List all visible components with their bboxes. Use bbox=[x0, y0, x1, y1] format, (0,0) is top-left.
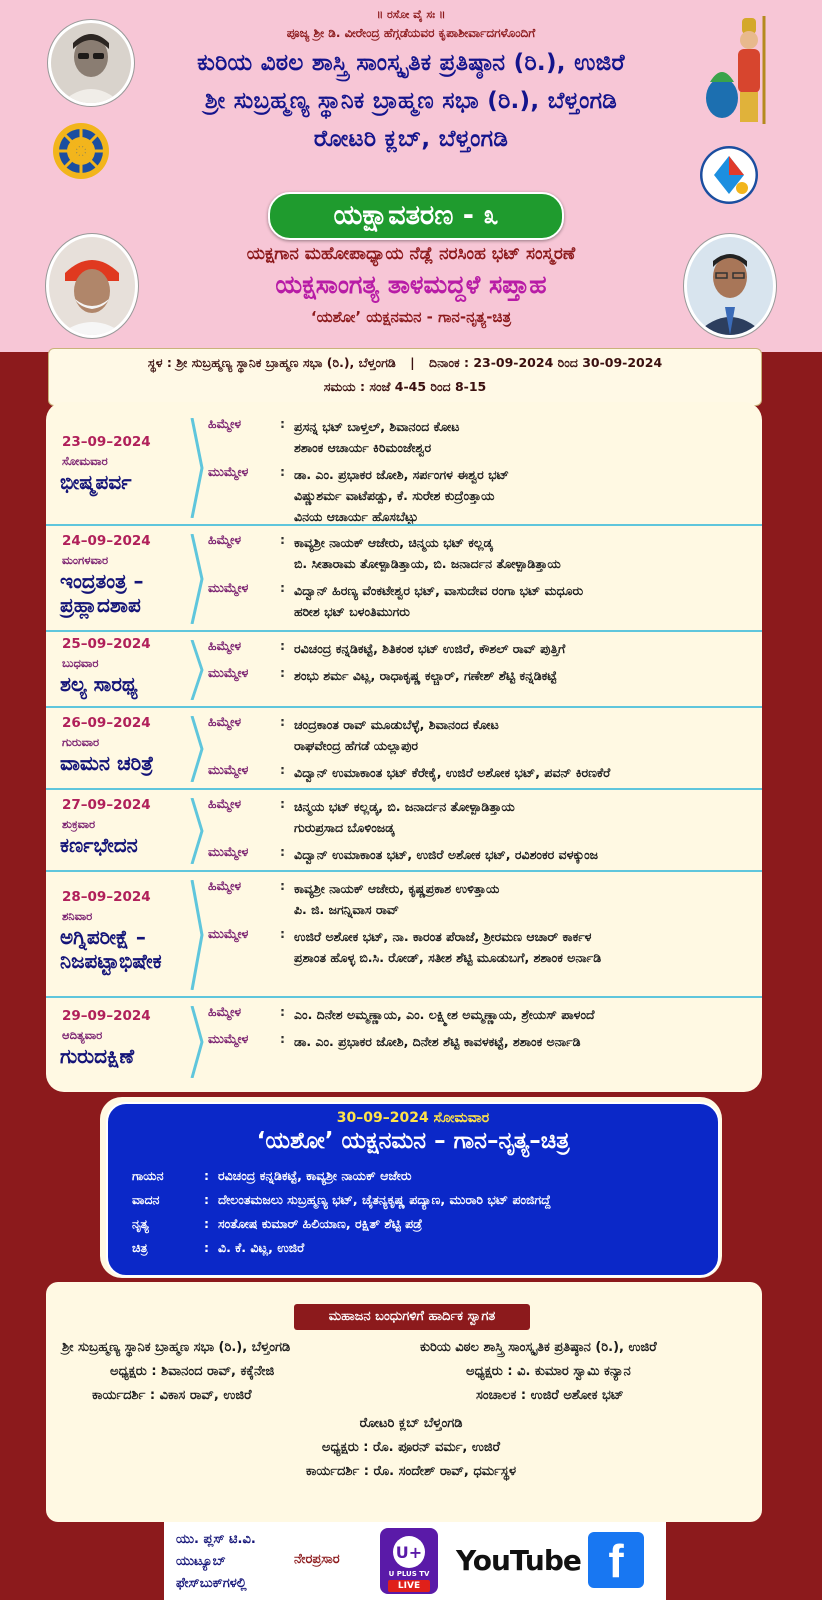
venue-box bbox=[48, 348, 762, 406]
event-name: ಅಗ್ನಿಪರೀಕ್ಷೆ – bbox=[60, 925, 146, 949]
kite-logo-icon bbox=[700, 146, 758, 204]
schedule-panel bbox=[46, 402, 762, 1092]
mummela-label: ಮುಮ್ಮೇಳ bbox=[208, 762, 249, 777]
welcome-banner: ಮಹಾಜನ ಬಂಧುಗಳಿಗೆ ಹಾರ್ದಿಕ ಸ್ವಾಗತ bbox=[294, 1304, 530, 1330]
organizer-2: ಶ್ರೀ ಸುಬ್ರಹ್ಮಣ್ಯ ಸ್ಥಾನಿಕ ಬ್ರಾಹ್ಮಣ ಸಭಾ (ರಿ.), ಬೆಳ್ತಂಗಡಿ bbox=[204, 88, 618, 114]
mummela-label: ಮುಮ್ಮೇಳ bbox=[208, 1031, 249, 1046]
footer-right-org: ಕುರಿಯ ವಿಠಲ ಶಾಸ್ತ್ರಿ ಸಾಂಸ್ಕೃತಿಕ ಪ್ರತಿಷ್ಠಾನ (ರಿ.), ಉಜಿರೆ bbox=[420, 1340, 657, 1355]
mummela-name-line: ವಿದ್ವಾನ್ ಉಮಾಕಾಂತ ಭಟ್ ಕೆರೇಕೈ, ಉಜಿರೆ ಅಶೋಕ ಭಟ್, ಪವನ್ ಕಿರಣಕೆರೆ bbox=[294, 765, 611, 780]
facebook-icon: f bbox=[608, 1535, 624, 1587]
colon: : bbox=[280, 844, 285, 859]
portrait-top-left bbox=[48, 20, 134, 106]
venue-time: ಸಮಯ : ಸಂಜೆ 4-45 ರಿಂದ 8-15 bbox=[323, 379, 487, 394]
colon: : bbox=[280, 1004, 285, 1019]
deity-icon bbox=[702, 12, 774, 130]
arrow-icon bbox=[190, 534, 204, 624]
event-name: ಭೀಷ್ಮಪರ್ವ bbox=[60, 470, 132, 494]
footer-left-president: ಅಧ್ಯಕ್ಷರು : ಶಿವಾನಂದ ರಾವ್, ಕಕ್ಕೆನೇಜಿ bbox=[110, 1364, 275, 1379]
event-day: ಶುಕ್ರವಾರ bbox=[62, 817, 96, 831]
live-badge: LIVE bbox=[388, 1580, 430, 1592]
live-label: ನೇರಪ್ರಸಾರ bbox=[294, 1552, 340, 1567]
event-date: 29–09–2024 bbox=[62, 1008, 151, 1024]
event-row bbox=[46, 708, 762, 790]
youtube-wordmark: YouTube bbox=[456, 1544, 581, 1577]
footer-right-president: ಅಧ್ಯಕ್ಷರು : ವಿ. ಕುಮಾರ ಸ್ವಾಮಿ ಕನ್ಯಾನ bbox=[466, 1364, 631, 1379]
rotary-logo-right bbox=[700, 146, 758, 204]
final-row-label: ಗಾಯನ bbox=[132, 1168, 164, 1183]
mummela-label: ಮುಮ್ಮೇಳ bbox=[208, 464, 249, 479]
colon: : bbox=[204, 1240, 209, 1255]
colon: : bbox=[280, 665, 285, 680]
himmela-label: ಹಿಮ್ಮೇಳ bbox=[208, 638, 242, 653]
colon: : bbox=[204, 1168, 209, 1183]
blessing-line: ಪೂಜ್ಯ ಶ್ರೀ ಡಿ. ವೀರೇಂದ್ರ ಹೆಗ್ಗಡೆಯವರ ಕೃಪಾಶೀರ್ವಾದಗಳೊಂದಿಗೆ bbox=[286, 26, 536, 40]
mummela-label: ಮುಮ್ಮೇಳ bbox=[208, 926, 249, 941]
colon: : bbox=[280, 926, 285, 941]
event-row bbox=[46, 526, 762, 632]
event-date: 23–09–2024 bbox=[62, 434, 151, 450]
media-strip bbox=[164, 1522, 666, 1600]
event-row bbox=[46, 410, 762, 526]
event-date: 27–09–2024 bbox=[62, 797, 151, 813]
arrow-icon bbox=[190, 716, 204, 782]
event-name: ಗುರುದಕ್ಷಿಣೆ bbox=[60, 1044, 135, 1068]
himmela-name-line: ಕಾವ್ಯಶ್ರೀ ನಾಯಕ್ ಆಜೇರು, ಚಿನ್ಮಯ ಭಟ್ ಕಲ್ಲಡ್ಕ bbox=[294, 535, 493, 550]
himmela-name-line: ಶಶಾಂಕ ಆಚಾರ್ಯ ಕಿರಿಮಂಜೇಶ್ವರ bbox=[294, 440, 432, 455]
final-event-box bbox=[106, 1102, 720, 1277]
final-row-value: ರವಿಚಂದ್ರ ಕನ್ನಡಿಕಟ್ಟೆ, ಕಾವ್ಯಶ್ರೀ ನಾಯಕ್ ಆಜೇರು bbox=[218, 1168, 412, 1183]
mummela-name-line: ಪ್ರಶಾಂತ ಹೊಳ್ಳ ಬಿ.ಸಿ. ರೋಡ್, ಸತೀಶ ಶೆಟ್ಟಿ ಮೂಡುಬಗೆ, ಶಶಾಂಕ ಅರ್ನಾಡಿ bbox=[294, 950, 602, 965]
event-row bbox=[46, 632, 762, 708]
person-icon bbox=[51, 23, 131, 103]
mummela-name-line: ವಿನಯ ಆಚಾರ್ಯ ಹೊಸಬೆಟ್ಟು bbox=[294, 509, 419, 524]
event-row bbox=[46, 790, 762, 872]
venue-date: ದಿನಾಂಕ : 23-09-2024 ರಿಂದ 30-09-2024 bbox=[429, 355, 663, 370]
colon: : bbox=[280, 1031, 285, 1046]
saptaha-title: ಯಕ್ಷಸಾಂಗತ್ಯ ತಾಳಮದ್ದಳೆ ಸಪ್ತಾಹ bbox=[275, 270, 547, 299]
mummela-name-line: ವಿದ್ವಾನ್ ಉಮಾಕಾಂತ ಭಟ್, ಉಜಿರೆ ಅಶೋಕ ಭಟ್, ರವಿಶಂಕರ ವಳಕ್ಕುಂಜ bbox=[294, 847, 599, 862]
colon: : bbox=[204, 1216, 209, 1231]
final-row-label: ವಾದನ bbox=[132, 1192, 160, 1207]
rotary-secretary: ಕಾರ್ಯದರ್ಶಿ : ರೊ. ಸಂದೇಶ್ ರಾವ್, ಧರ್ಮಸ್ಥಳ bbox=[305, 1464, 517, 1479]
colon: : bbox=[280, 464, 285, 479]
youtube-logo[interactable] bbox=[456, 1538, 581, 1584]
himmela-name-line: ಎಂ. ದಿನೇಶ ಅಮ್ಮಣ್ಣಾಯ, ಎಂ. ಲಕ್ಷ್ಮೀಶ ಅಮ್ಮಣ್ಣಾಯ, ಶ್ರೇಯಸ್ ಪಾಳಂದೆ bbox=[294, 1007, 595, 1022]
venue-place: ಸ್ಥಳ : ಶ್ರೀ ಸುಬ್ರಹ್ಮಣ್ಯ ಸ್ಥಾನಿಕ ಬ್ರಾಹ್ಮಣ ಸಭಾ (ರಿ.), ಬೆಳ್ತಂಗಡಿ bbox=[147, 355, 396, 370]
mummela-name-line: ವಿದ್ವಾನ್ ಹಿರಣ್ಯ ವೆಂಕಟೇಶ್ವರ ಭಟ್, ವಾಸುದೇವ ರಂಗಾ ಭಟ್ ಮಧೂರು bbox=[294, 583, 584, 598]
memorial-line: ಯಕ್ಷಗಾನ ಮಹೋಪಾಧ್ಯಾಯ ನೆಡ್ಲೆ ನರಸಿಂಹ ಭಟ್ ಸಂಸ್ಮರಣೆ bbox=[246, 244, 576, 264]
himmela-name-line: ಗುರುಪ್ರಸಾದ ಬೊಳಿಂಜಡ್ಕ bbox=[294, 820, 395, 835]
subtitle: ‘ಯಶೋ’ ಯಕ್ಷನಮನ - ಗಾನ-ನೃತ್ಯ-ಚಿತ್ರ bbox=[310, 308, 512, 326]
final-row-value: ದೇಲಂತಮಜಲು ಸುಬ್ರಹ್ಮಣ್ಯ ಭಟ್, ಚೈತನ್ಯಕೃಷ್ಣ ಪದ್ಯಾಣ, ಮುರಾರಿ ಭಟ್ ಪಂಜಿಗದ್ದೆ bbox=[218, 1192, 551, 1207]
final-date: 30–09–2024 ಸೋಮವಾರ bbox=[336, 1110, 490, 1126]
himmela-name-line: ರಾಘವೇಂದ್ರ ಹೆಗಡೆ ಯಲ್ಲಾಪುರ bbox=[294, 738, 418, 753]
himmela-name-line: ಪ್ರಸನ್ನ ಭಟ್ ಬಾಳ್ತಲ್, ಶಿವಾನಂದ ಕೋಟ bbox=[294, 419, 460, 434]
mummela-name-line: ವಿಷ್ಣುಶರ್ಮ ವಾಟೆಪಡ್ಪು, ಕೆ. ಸುರೇಶ ಕುದ್ರೆಂತ್ತಾಯ bbox=[294, 488, 495, 503]
event-day: ಸೋಮವಾರ bbox=[62, 454, 108, 468]
organizer-3: ರೋಟರಿ ಕ್ಲಬ್, ಬೆಳ್ತಂಗಡಿ bbox=[313, 126, 509, 152]
final-row-label: ನೃತ್ಯ bbox=[132, 1216, 149, 1231]
media-facebook-text: ಫೇಸ್‌ಬುಕ್‌ಗಳಲ್ಲಿ bbox=[176, 1576, 247, 1591]
rotary-logo-left bbox=[52, 122, 110, 180]
mummela-label: ಮುಮ್ಮೇಳ bbox=[208, 844, 249, 859]
event-date: 26–09–2024 bbox=[62, 715, 151, 731]
himmela-label: ಹಿಮ್ಮೇಳ bbox=[208, 796, 242, 811]
colon: : bbox=[280, 762, 285, 777]
colon: : bbox=[280, 638, 285, 653]
event-name: ಶಲ್ಯ ಸಾರಥ್ಯ bbox=[60, 672, 138, 696]
himmela-label: ಹಿಮ್ಮೇಳ bbox=[208, 416, 242, 431]
arrow-icon bbox=[190, 798, 204, 864]
uplus-caption: U PLUS TV bbox=[388, 1570, 430, 1578]
event-date: 24–09–2024 bbox=[62, 533, 151, 549]
himmela-label: ಹಿಮ್ಮೇಳ bbox=[208, 532, 242, 547]
mummela-name-line: ಡಾ. ಎಂ. ಪ್ರಭಾಕರ ಜೋಶಿ, ದಿನೇಶ ಶೆಟ್ಟಿ ಕಾವಳಕಟ್ಟೆ, ಶಶಾಂಕ ಅರ್ನಾಡಿ bbox=[294, 1034, 581, 1049]
media-youtube-text: ಯುಟ್ಯೂಬ್ bbox=[176, 1554, 226, 1569]
rotary-president: ಅಧ್ಯಕ್ಷರು : ರೊ. ಪೂರನ್ ವರ್ಮ, ಉಜಿರೆ bbox=[321, 1440, 501, 1455]
event-name: ಕರ್ಣಭೇದನ bbox=[60, 833, 138, 857]
organizer-1: ಕುರಿಯ ವಿಠಲ ಶಾಸ್ತ್ರಿ ಸಾಂಸ್ಕೃತಿಕ ಪ್ರತಿಷ್ಠಾನ (ರಿ.), ಉಜಿರೆ bbox=[197, 50, 625, 76]
event-name: ಪ್ರಹ್ಲಾದಶಾಪ bbox=[60, 593, 141, 617]
colon: : bbox=[204, 1192, 209, 1207]
event-name: ವಾಮನ ಚರಿತ್ರೆ bbox=[60, 751, 154, 775]
mummela-name-line: ಹರೀಶ ಭಟ್ ಬಳಂತಿಮುಗರು bbox=[294, 604, 410, 619]
event-day: ಆದಿತ್ಯವಾರ bbox=[62, 1028, 103, 1042]
media-uplus-text: ಯು. ಪ್ಲಸ್ ಟಿ.ವಿ. bbox=[176, 1532, 256, 1547]
event-row bbox=[46, 872, 762, 998]
footer-left-org: ಶ್ರೀ ಸುಬ್ರಹ್ಮಣ್ಯ ಸ್ಥಾನಿಕ ಬ್ರಾಹ್ಮಣ ಸಭಾ (ರಿ.), ಬೆಳ್ತಂಗಡಿ bbox=[62, 1340, 291, 1355]
uplus-tv-logo[interactable] bbox=[380, 1528, 438, 1594]
rotary-wheel-icon bbox=[52, 122, 110, 180]
mummela-label: ಮುಮ್ಮೇಳ bbox=[208, 665, 249, 680]
event-date: 25–09–2024 bbox=[62, 636, 151, 652]
colon: : bbox=[280, 878, 285, 893]
colon: : bbox=[280, 796, 285, 811]
final-row-label: ಚಿತ್ರ bbox=[132, 1240, 148, 1255]
event-day: ಮಂಗಳವಾರ bbox=[62, 553, 109, 567]
colon: : bbox=[280, 416, 285, 431]
himmela-label: ಹಿಮ್ಮೇಳ bbox=[208, 878, 242, 893]
svg-text:U+: U+ bbox=[395, 1543, 423, 1562]
arrow-icon bbox=[190, 640, 204, 700]
venue-divider: | bbox=[410, 355, 415, 370]
mummela-name-line: ಉಜಿರೆ ಅಶೋಕ ಭಟ್, ನಾ. ಕಾರಂತ ಪೆರಾಜೆ, ಶ್ರೀರಮಣ ಆಚಾರ್ ಕಾರ್ಕಳ bbox=[294, 929, 592, 944]
event-name: ಇಂದ್ರತಂತ್ರ – bbox=[60, 569, 144, 593]
final-title: ‘ಯಶೋ’ ಯಕ್ಷನಮನ – ಗಾನ–ನೃತ್ಯ–ಚಿತ್ರ bbox=[256, 1128, 570, 1154]
deity-image bbox=[702, 12, 774, 130]
arrow-icon bbox=[190, 418, 204, 518]
himmela-name-line: ಪಿ. ಜಿ. ಜಗನ್ನಿವಾಸ ರಾವ್ bbox=[294, 902, 399, 917]
event-title: ಯಕ್ಷಾವತರಣ - ೩ bbox=[268, 192, 564, 240]
himmela-label: ಹಿಮ್ಮೇಳ bbox=[208, 714, 242, 729]
event-date: 28–09–2024 bbox=[62, 889, 151, 905]
rotary-club: ರೋಟರಿ ಕ್ಲಬ್ ಬೆಳ್ತಂಗಡಿ bbox=[359, 1416, 463, 1431]
arrow-icon bbox=[190, 1006, 204, 1078]
event-day: ಗುರುವಾರ bbox=[62, 735, 100, 749]
final-row-value: ಸಂತೋಷ ಕುಮಾರ್ ಹಿಲಿಯಾಣ, ರಕ್ಷಿತ್ ಶೆಟ್ಟಿ ಪಡ್ರೆ bbox=[218, 1216, 423, 1231]
colon: : bbox=[280, 580, 285, 595]
colon: : bbox=[280, 714, 285, 729]
himmela-name-line: ರವಿಚಂದ್ರ ಕನ್ನಡಿಕಟ್ಟೆ, ಶಿತಿಕಂಠ ಭಟ್ ಉಜಿರೆ, ಕೌಶಲ್ ರಾವ್ ಪುತ್ತಿಗೆ bbox=[294, 641, 566, 656]
footer-left-secretary: ಕಾರ್ಯದರ್ಶಿ : ವಿಕಾಸ ರಾವ್, ಉಜಿರೆ bbox=[92, 1388, 252, 1403]
footer-right-convener: ಸಂಚಾಲಕ : ಉಜಿರೆ ಅಶೋಕ ಭಟ್ bbox=[476, 1388, 624, 1403]
himmela-name-line: ಚಿನ್ಮಯ ಭಟ್ ಕಲ್ಲಡ್ಕ, ಬಿ. ಜನಾರ್ದನ ತೋಳ್ಪಾಡಿತ್ತಾಯ bbox=[294, 799, 515, 814]
himmela-name-line: ಬಿ. ಸೀತಾರಾಮ ತೋಳ್ಪಾಡಿತ್ತಾಯ, ಬಿ. ಜನಾರ್ದನ ತೋಳ್ಪಾಡಿತ್ತಾಯ bbox=[294, 556, 561, 571]
himmela-name-line: ಕಾವ್ಯಶ್ರೀ ನಾಯಕ್ ಆಜೇರು, ಕೃಷ್ಣಪ್ರಕಾಶ ಉಳಿತ್ತಾಯ bbox=[294, 881, 500, 896]
colon: : bbox=[280, 532, 285, 547]
facebook-logo[interactable] bbox=[588, 1532, 644, 1588]
invocation: ॥ ರಸೋ ವೈ ಸಃ ॥ bbox=[376, 8, 446, 21]
event-row bbox=[46, 998, 762, 1086]
himmela-label: ಹಿಮ್ಮೇಳ bbox=[208, 1004, 242, 1019]
mummela-label: ಮುಮ್ಮೇಳ bbox=[208, 580, 249, 595]
venue-line bbox=[49, 355, 761, 371]
mummela-name-line: ಶಂಭು ಶರ್ಮ ವಿಟ್ಲ, ರಾಧಾಕೃಷ್ಣ ಕಲ್ಚಾರ್, ಗಣೇಶ್ ಶೆಟ್ಟಿ ಕನ್ನಡಿಕಟ್ಟೆ bbox=[294, 668, 557, 683]
event-name: ನಿಜಪಟ್ಟಾಭಿಷೇಕ bbox=[60, 949, 162, 973]
himmela-name-line: ಚಂದ್ರಕಾಂತ ರಾವ್ ಮೂಡುಬೆಳ್ಳೆ, ಶಿವಾನಂದ ಕೋಟ bbox=[294, 717, 499, 732]
event-day: ಬುಧವಾರ bbox=[62, 656, 99, 670]
event-day: ಶನಿವಾರ bbox=[62, 909, 93, 923]
final-row-value: ವಿ. ಕೆ. ವಿಟ್ಲ, ಉಜಿರೆ bbox=[218, 1240, 305, 1255]
mummela-name-line: ಡಾ. ಎಂ. ಪ್ರಭಾಕರ ಜೋಶಿ, ಸರ್ಪಂಗಳ ಈಶ್ವರ ಭಟ್ bbox=[294, 467, 509, 482]
arrow-icon bbox=[190, 880, 204, 990]
